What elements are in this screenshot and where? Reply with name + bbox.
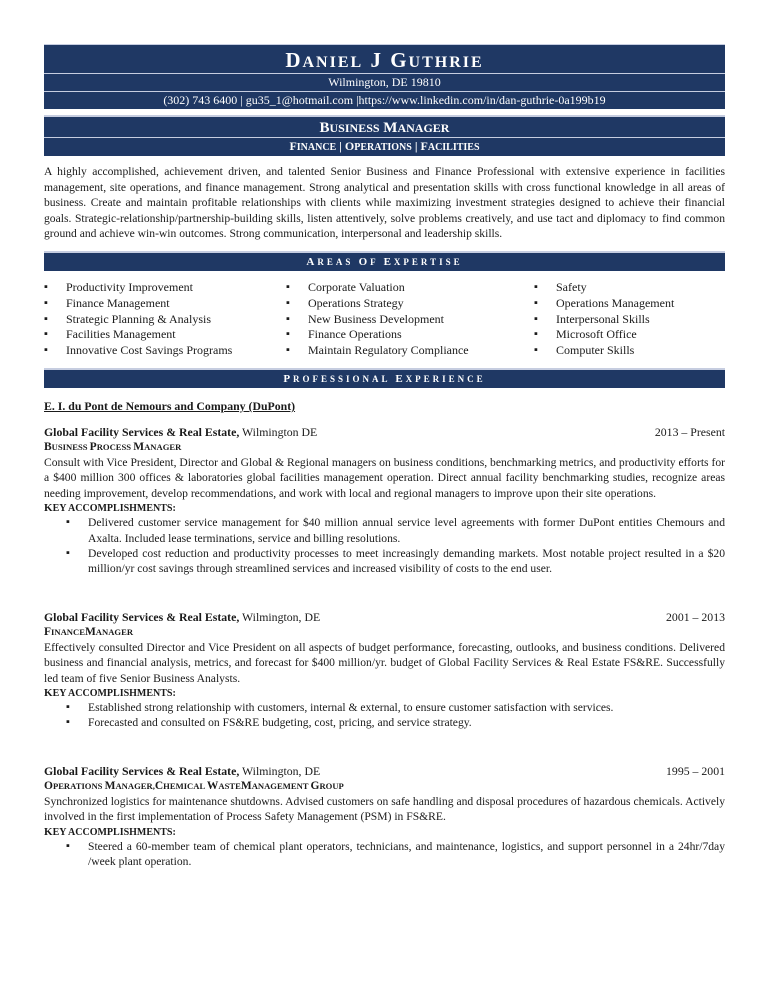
accomplishments-heading: KEY ACCOMPLISHMENTS: [44, 687, 176, 700]
job-title: FINANCEMANAGER [44, 625, 134, 638]
employer: Global Facility Services & Real Estate, [44, 609, 240, 624]
experience-heading: PROFESSIONAL EXPERIENCE [44, 368, 725, 388]
job-header [44, 424, 725, 440]
list-item: ▪ Safety [534, 280, 674, 296]
list-item: ▪ Microsoft Office [534, 327, 674, 343]
job-header [44, 609, 725, 625]
job-location: Wilmington DE [239, 424, 318, 439]
title-banner [44, 115, 725, 156]
email[interactable]: gu35_1@hotmail.com [245, 93, 354, 107]
list-item: ▪ Maintain Regulatory Compliance [286, 343, 534, 359]
list-item: ▪ Corporate Valuation [286, 280, 534, 296]
job-dates: 1995 – 2001 [666, 763, 725, 778]
expertise-column-3 [534, 280, 674, 359]
list-item: ▪ Facilities Management [44, 327, 286, 343]
job-header [44, 763, 725, 779]
expertise-heading: AREAS OF EXPERTISE [44, 251, 725, 271]
job-location: Wilmington, DE [239, 763, 321, 778]
focus-areas: FINANCE | OPERATIONS | FACILITIES [44, 137, 725, 156]
address: Wilmington, DE 19810 [44, 73, 725, 91]
job-title: BUSINESS PROCESS MANAGER [44, 440, 182, 453]
accomplishments-list [44, 839, 725, 870]
job-location: Wilmington, DE [239, 609, 321, 624]
list-item: ▪ Forecasted and consulted on FS&RE budgeting, cost, pricing, and service strategy. [44, 715, 725, 730]
employer: Global Facility Services & Real Estate, [44, 763, 240, 778]
linkedin-link[interactable]: https://www.linkedin.com/in/dan-guthrie-0a199b19 [358, 93, 606, 107]
company-name: E. I. du Pont de Nemours and Company (DuPont) [44, 398, 296, 413]
job-dates: 2001 – 2013 [666, 609, 725, 624]
list-item: ▪ Operations Management [534, 296, 674, 312]
job-description: Effectively consulted Director and Vice President on all aspects of budget performance, forecasting, outlooks, and business conditions. Delivered business and financial analysis, metrics, and forecast for $400 million/yr. budget of Global Facility Services & Real Estate FS&RE. Successfully led team of five Senior Business Analysts. [44, 640, 725, 685]
candidate-name: DANIEL J GUTHRIE [285, 48, 484, 72]
list-item: ▪ Delivered customer service management for $40 million annual service level agreements with former DuPont entities Chemours and Axalta. Included lease terminations, service and billing resolutions. [44, 515, 725, 546]
job-description: Consult with Vice President, Director and Global & Regional managers on business conditions, benchmarking metrics, and productivity efforts for a $400 million 300 offices & laboratories global facilities management operation. Direct annual facility benchmarking studies, recognize areas needing improvement, develop recommendations, and work with local and regional managers to improve upon their site operations. [44, 455, 725, 500]
header-banner [44, 44, 725, 109]
list-item: ▪ Established strong relationship with customers, internal & external, to ensure customer satisfaction with services. [44, 700, 725, 715]
list-item: ▪ Finance Management [44, 296, 286, 312]
list-item: ▪ Finance Operations [286, 327, 534, 343]
job-entry [44, 609, 725, 731]
job-description: Synchronized logistics for maintenance shutdowns. Advised customers on safe handling and disposal procedures of hazardous chemicals. Actively involved in the first implementation of Process Safety Management (PSM) in FS&RE. [44, 794, 725, 824]
employer: Global Facility Services & Real Estate, [44, 424, 240, 439]
list-item: ▪ Computer Skills [534, 343, 674, 359]
phone: (302) 743 6400 [163, 93, 238, 107]
list-item: ▪ Productivity Improvement [44, 280, 286, 296]
contact-line: (302) 743 6400 | gu35_1@hotmail.com |https://www.linkedin.com/in/dan-guthrie-0a199b19 [44, 91, 725, 109]
accomplishments-list [44, 700, 725, 731]
job-entry [44, 424, 725, 577]
job-dates: 2013 – Present [654, 424, 725, 439]
job-entry [44, 763, 725, 870]
expertise-column-2 [286, 280, 534, 359]
list-item: ▪ Steered a 60-member team of chemical plant operators, technicians, and maintenance, logistics, and support personnel in a 24hr/7day /week plant operation. [44, 839, 725, 870]
list-item: ▪ Innovative Cost Savings Programs [44, 343, 286, 359]
list-item: ▪ Strategic Planning & Analysis [44, 312, 286, 328]
accomplishments-list [44, 515, 725, 577]
list-item: ▪ Operations Strategy [286, 296, 534, 312]
list-item: ▪ Developed cost reduction and productivity processes to meet increasingly demanding markets. Most notable project resulted in a $20 million/yr cost savings through streamlined services and increased visibility of costs to the end user. [44, 546, 725, 577]
job-title: OPERATIONS MANAGER,CHEMICAL WASTEMANAGEMENT GROUP [44, 779, 344, 792]
accomplishments-heading: KEY ACCOMPLISHMENTS: [44, 502, 176, 515]
expertise-list [44, 280, 725, 359]
resume-page [44, 44, 725, 869]
job-target-title: BUSINESS MANAGER [319, 120, 450, 136]
list-item: ▪ New Business Development [286, 312, 534, 328]
accomplishments-heading: KEY ACCOMPLISHMENTS: [44, 825, 176, 838]
list-item: ▪ Interpersonal Skills [534, 312, 674, 328]
professional-summary: A highly accomplished, achievement driven, and talented Senior Business and Finance Professional with extensive experience in facilities management, site operations, and finance management. Strong analytical and presentation skills with cross functional knowledge in all areas of business. Create and maintain profitable relationships with clients while maximizing investment strategies designed to achieve their financial goals. Strategic-relationship/partnership-building skills, listen attentively, solve problems creatively, and use tact and diplomacy to find common ground and achieve win-win outcomes. Strong communication, interpersonal and leadership skills. [44, 165, 725, 241]
expertise-column-1 [44, 280, 286, 359]
